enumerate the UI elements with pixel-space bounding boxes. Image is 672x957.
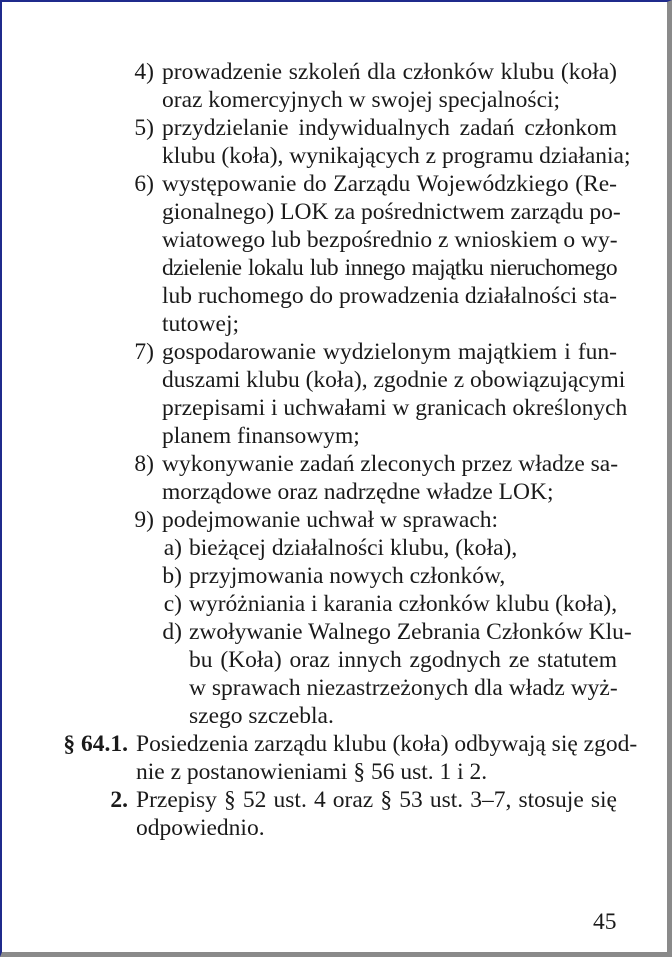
item-line: klubu (koła), wynikających z programu działania; (162, 143, 631, 169)
section-line: Posiedzenia zarządu klubu (koła) odbywają się zgod- (136, 731, 638, 757)
item-line: wiatowego lub bezpośrednio z wnioskiem o wy- (162, 227, 618, 253)
subitem-line: wyróżniania i karania członków klubu (koła), (189, 591, 618, 617)
item-marker: 8) (134, 451, 154, 477)
subitem-line: zwoływanie Walnego Zebrania Członków Klu- (189, 619, 632, 645)
item-line: przepisami i uchwałami w granicach określonych (162, 395, 628, 421)
item-line: dzielenie lokalu lub innego majątku nieruchomego (162, 255, 617, 281)
item-marker: 7) (134, 339, 154, 365)
subitem-line: bu (Koła) oraz innych zgodnych ze statutem (189, 647, 617, 673)
item-marker: 9) (134, 507, 154, 533)
subitem-line: szego szczebla. (189, 703, 334, 729)
item-marker: 5) (134, 115, 154, 141)
subitem-line: bieżącej działalności klubu, (koła), (189, 535, 518, 561)
subitem-line: w sprawach niezastrzeżonych dla władz wyż- (189, 675, 618, 701)
section-marker: § 64.1. (63, 731, 128, 757)
subitem-marker: c) (163, 591, 182, 617)
subitem-marker: b) (162, 563, 182, 589)
item-line: występowanie do Zarządu Wojewódzkiego (Re- (162, 171, 617, 197)
item-line: gospodarowanie wydzielonym majątkiem i fun- (162, 339, 617, 365)
item-line: duszami klubu (koła), zgodnie z obowiązującymi (162, 367, 626, 393)
item-line: lub ruchomego do prowadzenia działalności sta- (162, 283, 617, 309)
item-line: oraz komercyjnych w swojej specjalności; (162, 87, 561, 113)
item-line: wykonywanie zadań zleconych przez władze sa- (162, 451, 619, 477)
item-marker: 6) (134, 171, 154, 197)
section-line: Przepisy § 52 ust. 4 oraz § 53 ust. 3–7, stosuje się (136, 787, 617, 813)
subitem-marker: a) (163, 535, 182, 561)
section-line: nie z postanowieniami § 56 ust. 1 i 2. (136, 759, 488, 785)
item-line: morządowe oraz nadrzędne władze LOK; (162, 479, 554, 505)
item-line: planem finansowym; (162, 423, 360, 449)
item-line: gionalnego) LOK za pośrednictwem zarządu po- (162, 199, 621, 225)
item-line: przydzielanie indywidualnych zadań członkom (162, 115, 617, 141)
item-line: tutowej; (162, 311, 240, 337)
section-marker: 2. (110, 787, 128, 813)
section-line: odpowiednio. (136, 815, 265, 841)
item-marker: 4) (134, 59, 154, 85)
subitem-line: przyjmowania nowych członków, (189, 563, 506, 589)
item-line: prowadzenie szkoleń dla członków klubu (koła) (162, 59, 617, 85)
page-number: 45 (593, 909, 617, 935)
subitem-marker: d) (162, 619, 182, 645)
item-line: podejmowanie uchwał w sprawach: (162, 507, 499, 533)
